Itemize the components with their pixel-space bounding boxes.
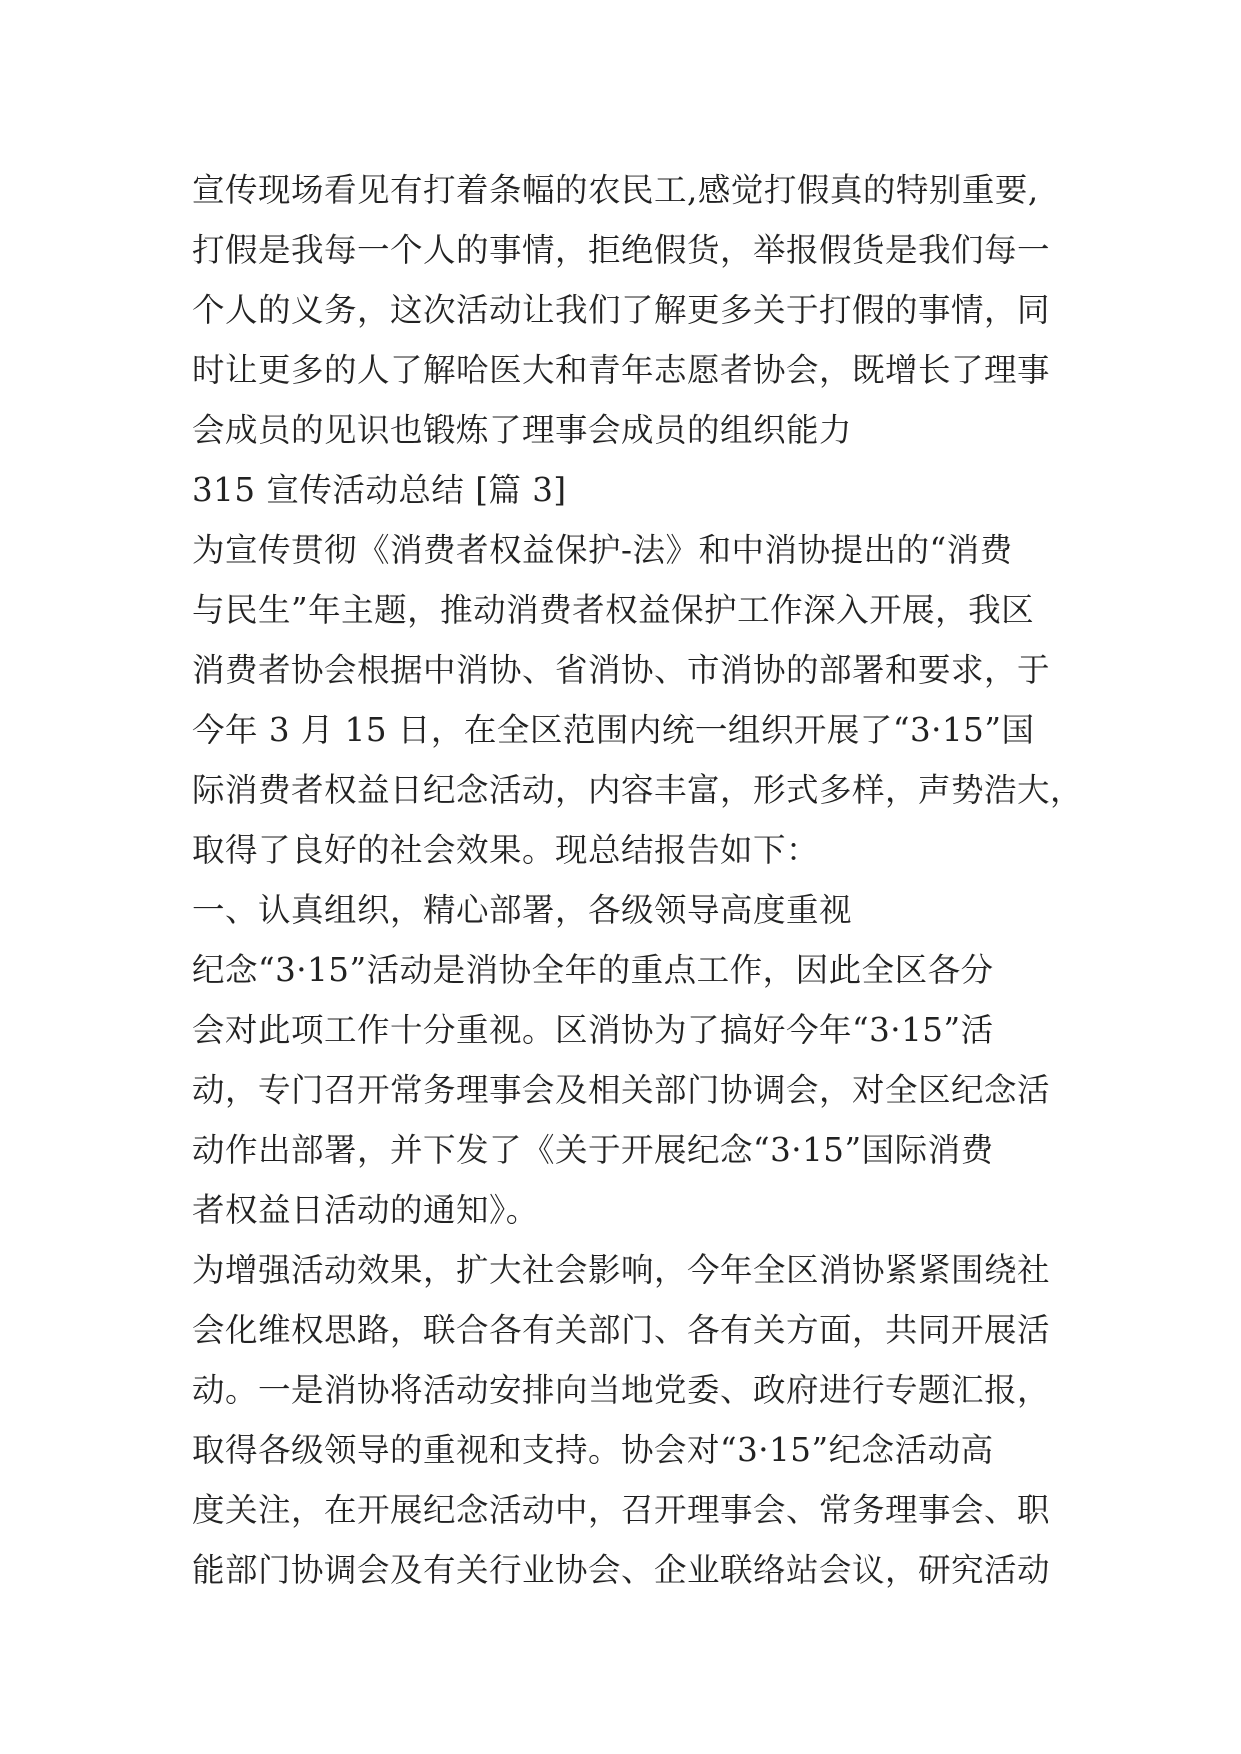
text-line: 动作出部署，并下发了《关于开展纪念“3·15”国际消费 [192,1131,994,1169]
text-line: 取得了良好的社会效果。现总结报告如下： [192,831,820,869]
text-line: 会化维权思路，联合各有关部门、各有关方面，共同开展活 [192,1311,1051,1349]
text-line: 度关注，在开展纪念活动中，召开理事会、常务理事会、职 [192,1491,1051,1529]
subsection-heading: 一、认真组织，精心部署，各级领导高度重视 [192,891,853,929]
text-line: 宣传现场看见有打着条幅的农民工,感觉打假真的特别重要, [192,171,1039,209]
text-line: 际消费者权益日纪念活动，内容丰富，形式多样，声势浩大， [192,771,1084,809]
text-line: 纪念“3·15”活动是消协全年的重点工作，因此全区各分 [192,951,994,989]
text-line: 者权益日活动的通知》。 [192,1191,539,1229]
text-line: 会成员的见识也锻炼了理事会成员的组织能力 [192,411,853,449]
text-line: 为宣传贯彻《消费者权益保护-法》和中消协提出的“消费 [192,531,1013,569]
section-heading: 315 宣传活动总结 [篇 3] [192,471,567,509]
text-line: 为增强活动效果，扩大社会影响，今年全区消协紧紧围绕社 [192,1251,1051,1289]
text-line: 今年 3 月 15 日，在全区范围内统一组织开展了“3·15”国 [192,711,1035,749]
text-line: 动。一是消协将活动安排向当地党委、政府进行专题汇报， [192,1371,1051,1409]
text-line: 动，专门召开常务理事会及相关部门协调会，对全区纪念活 [192,1071,1051,1109]
text-line: 能部门协调会及有关行业协会、企业联络站会议，研究活动 [192,1551,1051,1589]
document-body [192,160,1092,1600]
text-line: 个人的义务，这次活动让我们了解更多关于打假的事情，同 [192,291,1051,329]
text-line: 消费者协会根据中消协、省消协、市消协的部署和要求，于 [192,651,1051,689]
text-line: 会对此项工作十分重视。区消协为了搞好今年“3·15”活 [192,1011,994,1049]
text-line: 与民生”年主题，推动消费者权益保护工作深入开展，我区 [192,591,1035,629]
text-line: 取得各级领导的重视和支持。协会对“3·15”纪念活动高 [192,1431,994,1469]
text-line: 时让更多的人了解哈医大和青年志愿者协会，既增长了理事 [192,351,1051,389]
text-line: 打假是我每一个人的事情，拒绝假货，举报假货是我们每一 [192,231,1051,269]
